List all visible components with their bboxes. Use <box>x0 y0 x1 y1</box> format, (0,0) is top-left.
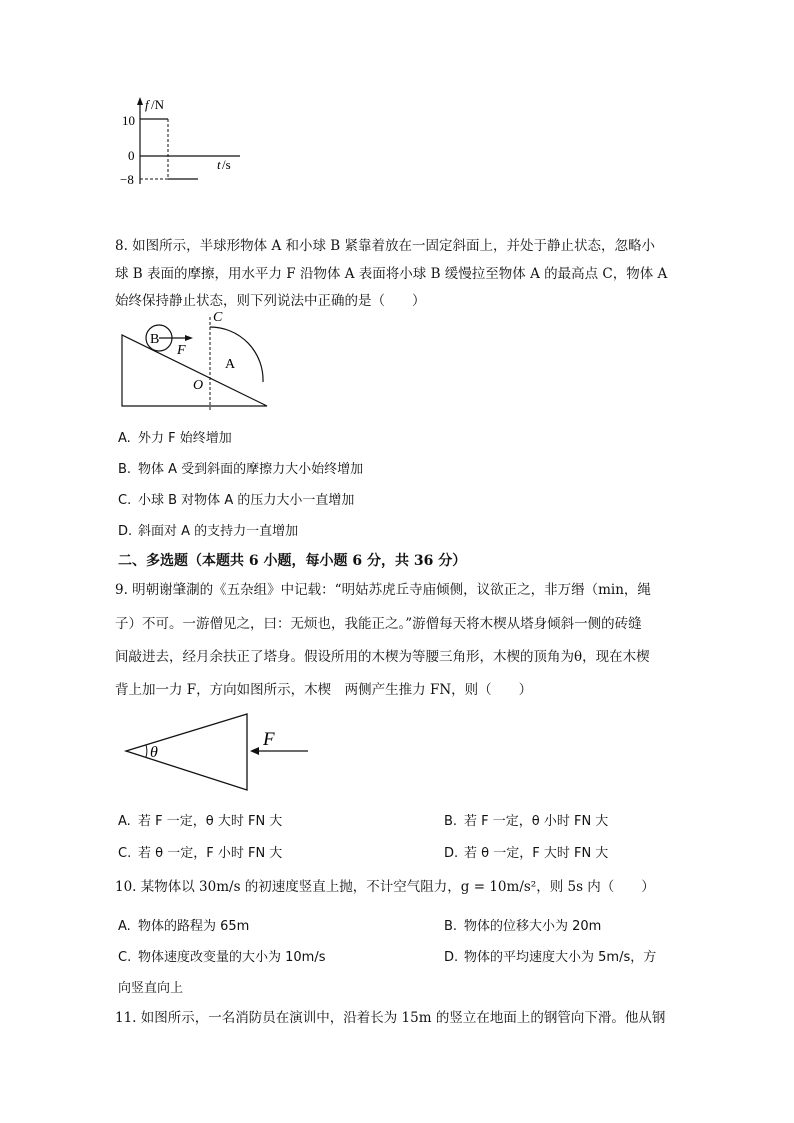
q9-option-b[interactable]: B. 若 F 一定，θ 小时 FN 大 <box>444 814 609 829</box>
label-a: A <box>225 357 236 372</box>
q9-line-4: 背上加一力 F，方向如图所示，木楔 两侧产生推力 FN，则（ ） <box>115 682 533 698</box>
section-2-heading: 二、多选题（本题共 6 小题，每小题 6 分，共 36 分） <box>118 553 467 569</box>
q8-line-3: 始终保持静止状态，则下列说法中正确的是（ ） <box>115 293 426 309</box>
tick-0: 0 <box>128 148 135 163</box>
angle-arc <box>146 745 147 757</box>
label-theta: θ <box>150 744 158 761</box>
y-axis-arrow <box>137 97 143 105</box>
q9-option-a[interactable]: A. 若 F 一定，θ 大时 FN 大 <box>118 814 283 829</box>
q9-option-d[interactable]: D. 若 θ 一定，F 大时 FN 大 <box>444 846 609 861</box>
q8-line-1: 8. 如图所示，半球形物体 A 和小球 B 紧靠着放在一固定斜面上，并处于静止状态，忽略小 <box>115 238 656 254</box>
force-f-arrowhead <box>250 747 259 755</box>
label-f: F <box>263 729 275 750</box>
q10-option-d-wrap: 向竖直向上 <box>118 981 184 996</box>
incline <box>122 335 267 406</box>
y-label-f: f <box>145 97 149 112</box>
q9-line-1: 9. 明朝谢肇淛的《五杂组》中记载：“明姑苏虎丘寺庙倾侧，议欲正之，非万缗（min，绳 <box>115 582 651 598</box>
q9-option-c[interactable]: C. 若 θ 一定，F 小时 FN 大 <box>118 846 283 861</box>
label-o: O <box>193 378 204 393</box>
q8-option-d[interactable]: D. 斜面对 A 的支持力一直增加 <box>118 524 299 539</box>
wedge <box>126 714 247 790</box>
q8-option-b[interactable]: B. 物体 A 受到斜面的摩擦力大小始终增加 <box>118 462 364 477</box>
x-label-t: t <box>217 157 221 172</box>
q10-option-d[interactable]: D. 物体的平均速度大小为 5m/s，方 <box>444 950 657 965</box>
q10-line-1: 10. 某物体以 30m/s 的初速度竖直上抛，不计空气阻力，g = 10m/s²，则 5s 内（ ） <box>115 879 655 895</box>
tick-10: 10 <box>122 113 135 128</box>
hemisphere-a <box>210 327 263 382</box>
label-c: C <box>213 310 223 325</box>
q8-figure <box>115 305 280 415</box>
f-t-graph <box>112 92 252 192</box>
y-label-unit: /N <box>151 97 164 112</box>
q11-line-1: 11. 如图所示，一名消防员在演训中，沿着长为 15m 的竖立在地面上的钢管向下滑。他从钢 <box>115 1010 666 1026</box>
q8-option-c[interactable]: C. 小球 B 对物体 A 的压力大小一直增加 <box>118 493 355 508</box>
q9-line-3: 间敲进去，经月余扶正了塔身。假设所用的木楔为等腰三角形，木楔的顶角为θ，现在木楔 <box>115 649 650 665</box>
q9-line-2: 子）不可。一游僧见之，曰：无烦也，我能正之。”游僧每天将木楔从塔身倾斜一侧的砖缝 <box>115 616 642 632</box>
label-f: F <box>177 343 186 358</box>
q10-option-b[interactable]: B. 物体的位移大小为 20m <box>444 919 602 934</box>
force-f-arrowhead <box>185 335 193 341</box>
q10-option-c[interactable]: C. 物体速度改变量的大小为 10m/s <box>118 950 326 965</box>
q8-option-a[interactable]: A. 外力 F 始终增加 <box>118 431 232 446</box>
label-b: B <box>150 332 160 347</box>
q8-line-2: 球 B 表面的摩擦，用水平力 F 沿物体 A 表面将小球 B 缓慢拉至物体 A 的最高点 C，物体 A <box>115 266 668 282</box>
x-label-unit: /s <box>222 157 231 172</box>
tick-minus-8: −8 <box>120 172 134 187</box>
q9-wedge-figure <box>120 708 320 798</box>
q10-option-a[interactable]: A. 物体的路程为 65m <box>118 919 250 934</box>
